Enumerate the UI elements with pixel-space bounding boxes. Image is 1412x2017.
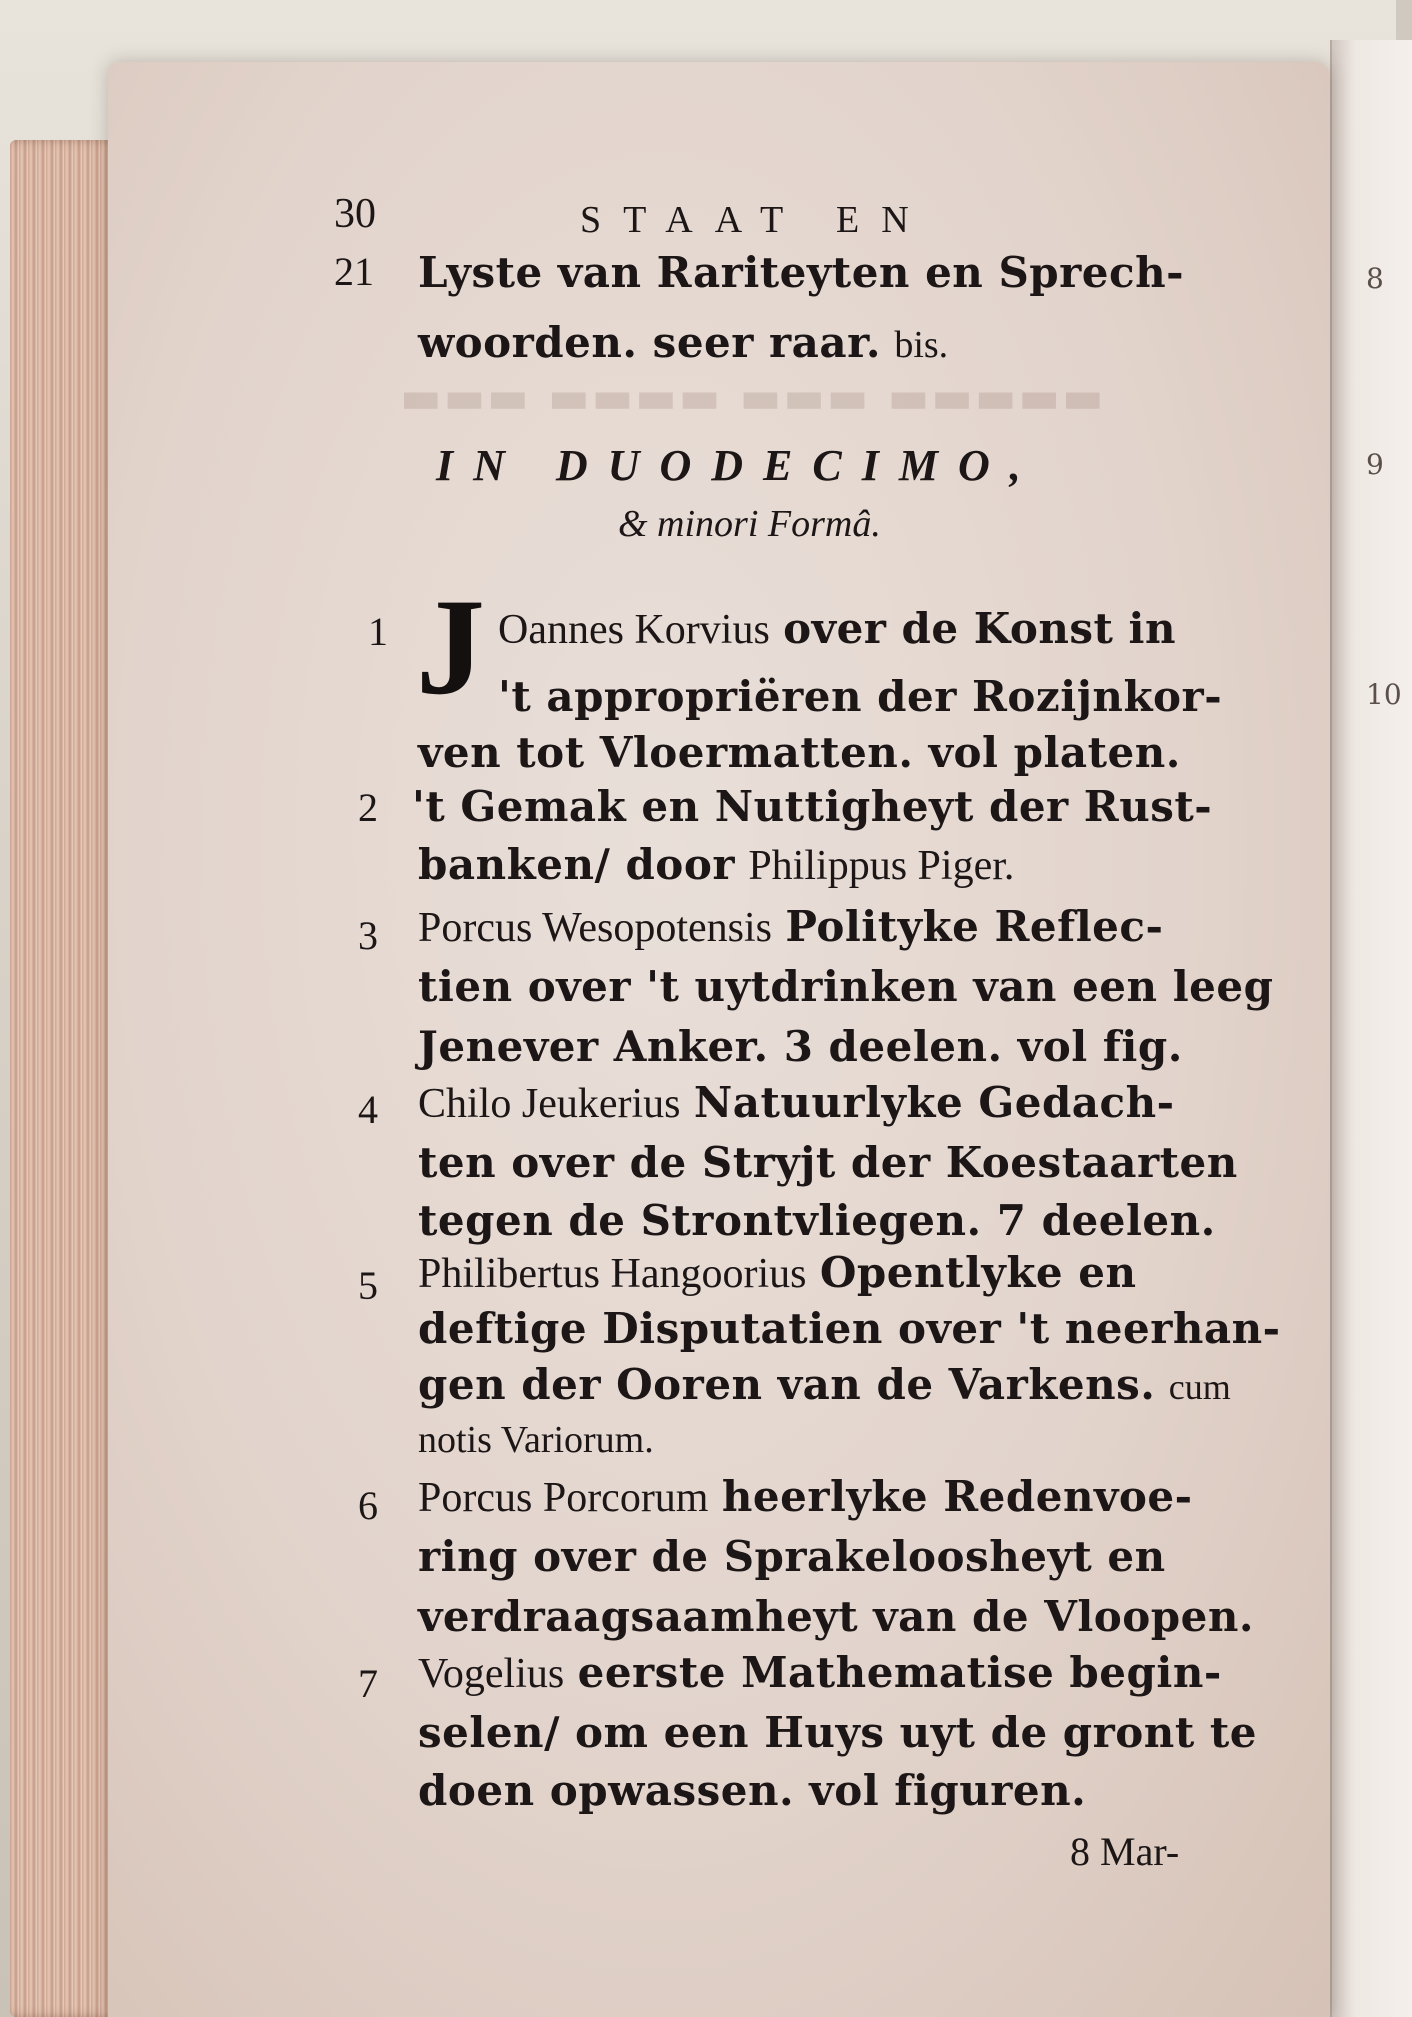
entry-text-roman: Philippus Piger. <box>748 843 1015 889</box>
entry-text-roman: Porcus Porcorum <box>418 1475 709 1521</box>
entry-text-roman: cum <box>1168 1367 1231 1407</box>
entry-line: ven tot Vloermatten. vol platen. <box>418 728 1181 777</box>
drop-cap: J <box>416 570 485 723</box>
entry-text-blackletter: eerste Mathematise begin- <box>577 1648 1222 1697</box>
entry-number: 2 <box>358 785 378 830</box>
running-head: STAAT EN <box>580 199 931 241</box>
entry-line: ten over de Stryjt der Koestaarten <box>418 1138 1238 1187</box>
catchword: 8 Mar- <box>1070 1829 1180 1874</box>
entry-line: 't appropriëren der Rozijnkor- <box>498 672 1223 721</box>
section-title: IN DUODECIMO, <box>436 441 1041 490</box>
entry-line <box>418 1472 1193 1522</box>
entry-text-roman: Philibertus Hangoorius <box>418 1251 807 1297</box>
entry-line: selen/ om een Huys uyt de gront te <box>418 1708 1257 1757</box>
entry-text-blackletter: Natuurlyke Gedach- <box>693 1078 1175 1127</box>
entry-line: tegen de Strontvliegen. 7 deelen. <box>418 1196 1216 1245</box>
entry-text-blackletter: heerlyke Redenvoe- <box>721 1472 1193 1521</box>
entry-line: Jenever Anker. 3 deelen. vol fig. <box>418 1022 1183 1071</box>
entry-text-blackletter: Polityke Reflec- <box>785 902 1164 951</box>
entry-text-roman: bis. <box>894 324 949 366</box>
entry-text-blackletter: over de Konst in <box>783 604 1177 653</box>
entry-text-blackletter: woorden. seer raar. <box>418 318 881 367</box>
section-subtitle: & minori Formâ. <box>618 503 881 545</box>
entry-line <box>498 604 1176 654</box>
entry-line: tien over 't uytdrinken van een leeg <box>418 962 1274 1011</box>
entry-line <box>418 840 1014 890</box>
entry-line <box>418 318 948 367</box>
entry-text-roman: Chilo Jeukerius <box>418 1081 681 1127</box>
entry-number: 4 <box>358 1087 378 1132</box>
entry-text-roman: Porcus Wesopotensis <box>418 905 773 951</box>
entry-line: ring over de Sprakeloosheyt en <box>418 1532 1166 1581</box>
right-page-number: 10 <box>1366 678 1402 711</box>
entry-line <box>418 902 1163 952</box>
page-number: 30 <box>334 191 376 237</box>
entry-line: 't Gemak en Nuttigheyt der Rust- <box>412 782 1213 831</box>
entry-line <box>418 1648 1222 1698</box>
entry-text-roman: Vogelius <box>418 1651 565 1697</box>
entry-line: Lyste van Rariteyten en Sprech- <box>418 248 1185 297</box>
entry-line <box>418 1360 1231 1409</box>
entry-number: 5 <box>358 1263 378 1308</box>
entry-line: notis Variorum. <box>418 1419 654 1461</box>
entry-number: 21 <box>334 249 374 294</box>
entry-number: 6 <box>358 1483 378 1528</box>
right-page-number: 9 <box>1366 448 1384 481</box>
entry-text-blackletter: Opentlyke en <box>819 1248 1137 1297</box>
entry-line: doen opwassen. vol figuren. <box>418 1766 1087 1815</box>
entry-number: 1 <box>368 609 388 654</box>
entry-text-blackletter: gen der Ooren van de Varkens. <box>418 1360 1156 1409</box>
bleed-through: ▬▬▬ ▬▬▬▬ ▬▬▬ ▬▬▬▬▬ <box>400 372 1106 423</box>
entry-number: 7 <box>358 1661 378 1706</box>
entry-line <box>418 1078 1175 1128</box>
right-page-number: 8 <box>1366 262 1384 295</box>
entry-line <box>418 1248 1137 1298</box>
entry-line: verdraagsaamheyt van de Vloopen. <box>418 1592 1255 1641</box>
entry-text-roman: Oannes Korvius <box>498 607 770 653</box>
entry-line: deftige Disputatien over 't neerhan- <box>418 1304 1281 1353</box>
entry-number: 3 <box>358 913 378 958</box>
entry-text-blackletter: banken/ door <box>418 840 735 889</box>
